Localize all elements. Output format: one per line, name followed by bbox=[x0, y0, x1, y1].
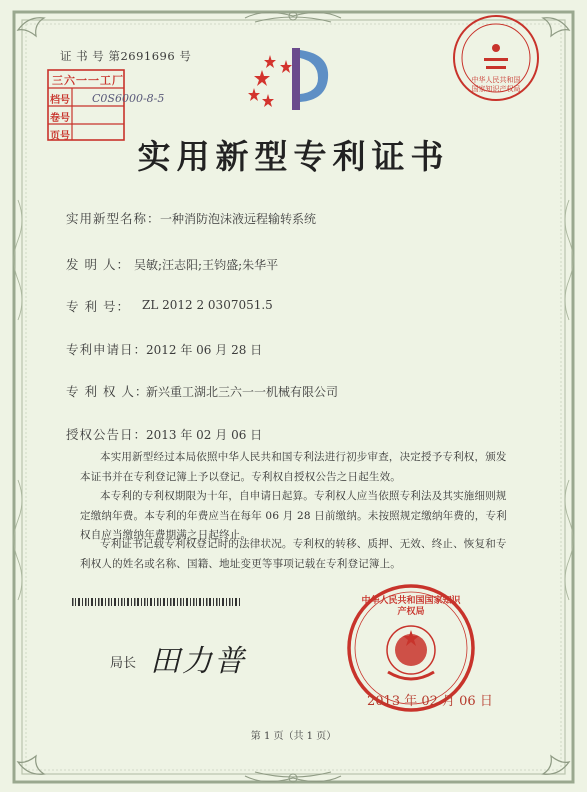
patentee-value: 新兴重工湖北三六一一机械有限公司 bbox=[146, 385, 339, 399]
page-title: 实用新型专利证书 bbox=[137, 137, 450, 176]
utility-model-name-label: 实用新型名称： bbox=[66, 211, 161, 226]
stamp-field-page: 页号 bbox=[50, 131, 70, 142]
handwritten-note: C0S6000-8-5 bbox=[92, 92, 165, 105]
seal-date: 2013 年 02 月 06 日 bbox=[367, 694, 493, 709]
stamp-field-volume: 卷号 bbox=[50, 113, 70, 124]
filing-date-value: 2012 年 06 月 28 日 bbox=[146, 343, 263, 357]
director-title: 局长 bbox=[110, 656, 137, 671]
utility-model-name-value: 一种消防泡沫液远程输转系统 bbox=[160, 212, 317, 226]
stamp-factory-name: 三六一一工厂 bbox=[52, 74, 124, 87]
seal-text: 中华人民共和国国家知识产权局 bbox=[361, 596, 461, 617]
inventor-label: 发 明 人： bbox=[66, 257, 130, 272]
patent-number-label: 专 利 号： bbox=[66, 299, 130, 314]
grant-date-value: 2013 年 02 月 06 日 bbox=[146, 428, 263, 442]
grant-date-label: 授权公告日： bbox=[66, 427, 148, 442]
page-footer: 第 1 页（共 1 页） bbox=[250, 731, 337, 742]
patentee-label: 专 利 权 人： bbox=[66, 384, 149, 399]
filing-date-label: 专利申请日： bbox=[66, 342, 148, 357]
stamp-field-archive: 档号 bbox=[50, 95, 70, 106]
inventor-value: 吴敏;汪志阳;王钧盛;朱华平 bbox=[134, 258, 279, 272]
paragraph-grant-decision: 本实用新型经过本局依照中华人民共和国专利法进行初步审查，决定授予专利权，颁发本证书并在专利登记簿上予以登记。专利权自授权公告之日起生效。 bbox=[80, 451, 507, 483]
paragraph-legal-status: 专利证书记载专利权登记时的法律状况。专利权的转移、质押、无效、终止、恢复和专利权人的姓名或名称、国籍、地址变更等事项记载在专利登记簿上。 bbox=[80, 538, 507, 570]
certificate-number: 证 书 号 第2691696 号 bbox=[60, 49, 192, 63]
paragraph-term-and-fees: 本专利的专利权期限为十年，自申请日起算。专利权人应当依照专利法及其实施细则规定缴纳年费。本专利的年费应当在每年 06 月 28 日前缴纳。未按照规定缴纳年费的，专利权自应当缴纳年费期满之日起终止。 bbox=[80, 490, 507, 541]
patent-number-value: ZL 2012 2 0307051.5 bbox=[142, 298, 273, 312]
stamp-top-right-text: 中华人民共和国国家知识产权局 bbox=[471, 76, 521, 93]
director-signature: 田力普 bbox=[150, 644, 246, 679]
